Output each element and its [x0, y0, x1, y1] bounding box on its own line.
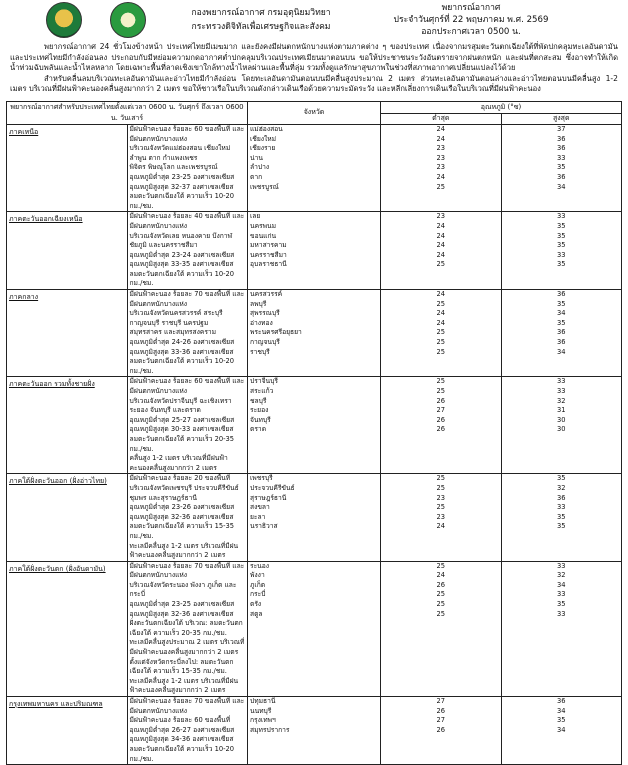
- min-temp-list-line: 24: [436, 241, 445, 250]
- province-list-line: ลำปาง: [250, 163, 270, 172]
- region-row: [7, 561, 622, 696]
- min-temp-list: [381, 377, 502, 474]
- min-temp-list-line: 24: [436, 172, 445, 181]
- max-temp-list-line: 35: [556, 522, 566, 531]
- max-temp-list-line: 34: [556, 706, 566, 715]
- region-description-line: พิจิตร พิษณุโลก และเพชรบูรณ์: [129, 163, 218, 172]
- region-name: ภาคใต้ฝั่งตะวันออก (ฝั่งอ่าวไทย): [7, 474, 128, 561]
- marine-paragraph: สำหรับคลื่นลมบริเวณทะเลอันดามันและอ่าวไทยมีกำลังอ่อน โดยทะเลอันดามันตอนบนมีคลื่นสูงประมาณ 2 เมตร ส่วนทะเลอันดามันตอนล่างและอ่าวไทยตอนบนมีคลื่นสูง 1-2 เมตร บริเวณที่มีฝนฟ้าคะนองคลื่นสูงมากกว่า 2 เมตร ขอให้ชาวเรือในบริเวณดังกล่าวเดินเรือด้วยความระมัดระวัง และหลีกเลี่ยงการเดินเรือในบริเวณที่มีฝนฟ้าคะนอง: [10, 73, 618, 94]
- max-temp-list-line: 35: [556, 716, 566, 725]
- region-description-line: ทะเลมีคลื่นสูงประมาณ 2 เมตร บริเวณที่มีฝนฟ้าคะนองคลื่นสูงมากกว่า 2 เมตร: [129, 638, 245, 657]
- region-description-line: อุณหภูมิสูงสุด 33-35 องศาเซลเซียส: [129, 260, 234, 269]
- min-temp-list-line: 25: [436, 338, 445, 347]
- province-list-line: สตูล: [250, 609, 263, 618]
- region-name: กรุงเทพมหานคร และปริมณฑล: [7, 697, 128, 765]
- max-temp-list-line: 32: [556, 483, 566, 492]
- province-list-line: เลย: [250, 212, 261, 221]
- province-list-line: ชลบุรี: [250, 396, 267, 405]
- max-temp-list: [501, 697, 622, 765]
- max-temp-list-line: 36: [556, 493, 566, 502]
- min-temp-list-line: 25: [436, 483, 445, 492]
- region-description-line: บริเวณจังหวัดเลย หนองคาย บึงกาฬ ชัยภูมิ และนครราชสีมา: [129, 231, 233, 250]
- tmd-logo-icon: [110, 2, 146, 38]
- province-list-line: ขอนแก่น: [250, 231, 277, 240]
- region-description-line: บริเวณจังหวัดระนอง พังงา ภูเก็ต และกระบี่: [129, 580, 237, 599]
- max-temp-list-line: 32: [556, 571, 566, 580]
- min-temp-list-line: 23: [436, 163, 445, 172]
- province-list-line: นราธิวาส: [250, 522, 278, 531]
- region-description-line: อุณหภูมิต่ำสุด 24-26 องศาเซลเซียส: [129, 338, 235, 347]
- region-description-line: ฝั่งตะวันตกเฉียงใต้ บริเวณ: ลมตะวันตกเฉียงใต้ ความเร็ว 20-35 กม./ชม.: [129, 619, 243, 637]
- min-temp-list-line: 25: [436, 609, 445, 618]
- province-list-line: สระแก้ว: [250, 387, 274, 395]
- min-temp-list-line: 25: [436, 387, 445, 395]
- min-temp-header: ต่ำสุด: [381, 113, 502, 124]
- province-list-line: นครราชสีมา: [250, 250, 287, 259]
- province-list-line: สุพรรณบุรี: [250, 309, 280, 318]
- max-temp-list-line: 35: [556, 299, 566, 308]
- region-description: [127, 697, 248, 765]
- min-temp-list-line: 26: [436, 580, 445, 589]
- issuer-line: กองพยากรณ์อากาศ กรมอุตุนิยมวิทยา: [191, 8, 331, 18]
- issue-time: ออกประกาศเวลา 0500 น.: [421, 27, 521, 37]
- province-list-line: สุราษฎร์ธานี: [250, 493, 287, 502]
- min-temp-list-line: 24: [436, 309, 445, 318]
- province-list: [248, 377, 381, 474]
- region-description-line: อุณหภูมิสูงสุด 33-36 องศาเซลเซียส: [129, 347, 234, 356]
- region-description-line: อุณหภูมิต่ำสุด 23-25 องศาเซลเซียส: [129, 172, 235, 181]
- document-header: [6, 0, 622, 42]
- min-temp-list-line: 25: [436, 474, 445, 483]
- region-description-line: บริเวณจังหวัดเพชรบุรี ประจวบคีรีขันธ์ ชุมพร และสุราษฎร์ธานี: [129, 483, 239, 502]
- region-description-line: สมุทรสาคร และสมุทรสงคราม: [129, 328, 217, 337]
- max-temp-list-line: 36: [556, 172, 566, 181]
- province-list: [248, 561, 381, 696]
- max-temp-list-line: 31: [556, 406, 566, 415]
- province-list-line: จันทบุรี: [250, 415, 271, 424]
- province-list-line: แม่ฮ่องสอน: [250, 124, 283, 133]
- region-description-line: บริเวณจังหวัดปราจีนบุรี ฉะเชิงเทรา ระยอง จันทบุรี และตราด: [129, 396, 232, 415]
- forecast-date: ประจำวันศุกร์ที่ 22 พฤษภาคม พ.ศ. 2569: [393, 15, 549, 25]
- min-temp-list-line: 25: [436, 561, 445, 570]
- min-temp-list: [381, 290, 502, 377]
- forecast-title: พยากรณ์อากาศ: [441, 3, 501, 13]
- max-temp-list: [501, 212, 622, 290]
- region-description-line: มีฝนฟ้าคะนอง ร้อยละ 40 ของพื้นที่ และมีฝนตกหนักบางแห่ง: [129, 212, 245, 230]
- min-temp-list-line: 27: [436, 716, 445, 725]
- region-row: [7, 377, 622, 474]
- province-list-line: ตราด: [250, 425, 267, 434]
- province-list-line: นครสวรรค์: [250, 290, 283, 299]
- min-temp-list-line: 24: [436, 290, 445, 299]
- region-description-line: อุณหภูมิสูงสุด 30-33 องศาเซลเซียส: [129, 425, 234, 434]
- region-description: [127, 290, 248, 377]
- province-list-line: มหาสารคาม: [250, 241, 287, 250]
- province-list: [248, 124, 381, 211]
- region-description-line: ตั้งแต่จังหวัดกระบี่ลงไป: ลมตะวันตกเฉียงใต้ ความเร็ว 15-35 กม./ชม.: [129, 657, 234, 676]
- max-temp-header: สูงสุด: [501, 113, 622, 124]
- summary-paragraph: พยากรณ์อากาศ 24 ชั่วโมงข้างหน้า ประเทศไทยมีเมฆมาก และยังคงมีฝนตกหนักบางแห่งตามภาคต่าง ๆ ของประเทศ เนื่องจากมรสุมตะวันตกเฉียงใต้ที่พัดปกคลุมทะเลอันดามันและประเทศไทยมีกำลังอ่อนลง ประกอบกับมีหย่อมความกดอากาศต่ำปกคลุมบริเวณประเทศเมียนมาตอนบน ขอให้ประชาชนระวังอันตรายจากฝนตกหนัก และฝนที่ตกสะสม ซึ่งอาจทำให้เกิดน้ำท่วมฉับพลันและน้ำไหลหลาก โดยเฉพาะพื้นที่ลาดเชิงเขาใกล้ทางน้ำไหลผ่านและพื้นที่ลุ่ม รวมทั้งดูแลรักษาสุขภาพในช่วงที่สภาพอากาศเปลี่ยนแปลงไว้ด้วย: [10, 42, 618, 73]
- region-name: ภาคเหนือ: [7, 124, 128, 211]
- province-list-line: น่าน: [250, 153, 263, 162]
- max-temp-list-line: 33: [556, 561, 566, 570]
- province-list-line: กรุงเทพฯ: [250, 716, 276, 725]
- max-temp-list-line: 36: [556, 144, 566, 153]
- region-description: [127, 124, 248, 211]
- max-temp-list-line: 30: [556, 415, 566, 424]
- province-list-line: กาญจนบุรี: [250, 338, 280, 347]
- province-list-line: ราชบุรี: [250, 347, 270, 356]
- province-list: [248, 474, 381, 561]
- max-temp-list-line: 33: [556, 250, 566, 259]
- province-list-line: ภูเก็ต: [250, 580, 266, 589]
- max-temp-list-line: 33: [556, 609, 566, 618]
- min-temp-list-line: 23: [436, 512, 445, 521]
- min-temp-list-line: 25: [436, 590, 445, 599]
- province-list-line: พระนครศรีอยุธยา: [250, 328, 302, 337]
- min-temp-list-line: 23: [436, 153, 445, 162]
- issue-info-block: [376, 2, 566, 38]
- max-temp-list-line: 35: [556, 163, 566, 172]
- max-temp-list-line: 35: [556, 474, 566, 483]
- province-list-line: อุบลราชธานี: [250, 260, 287, 269]
- region-description-line: ลมตะวันตกเฉียงใต้ ความเร็ว 10-20 กม./ชม.: [129, 744, 235, 763]
- region-description-line: ลมตะวันตกเฉียงใต้ ความเร็ว 15-35 กม./ชม.: [129, 522, 235, 540]
- min-temp-list-line: 26: [436, 706, 445, 715]
- max-temp-list-line: 36: [556, 338, 566, 347]
- region-description-line: คลื่นสูง 1-2 เมตร บริเวณที่มีฝนฟ้าคะนองคลื่นสูงมากกว่า 2 เมตร: [129, 454, 228, 472]
- province-list-line: สงขลา: [250, 503, 270, 512]
- region-description-line: ลมตะวันตกเฉียงใต้ ความเร็ว 10-20 กม./ชม.: [129, 357, 235, 375]
- max-temp-list: [501, 474, 622, 561]
- region-description-line: ลมตะวันตกเฉียงใต้ ความเร็ว 20-35 กม./ชม.: [129, 434, 235, 453]
- max-temp-list-line: 36: [556, 290, 566, 299]
- max-temp-list-line: 33: [556, 590, 566, 599]
- province-list: [248, 697, 381, 765]
- region-description-line: มีฝนฟ้าคะนอง ร้อยละ 60 ของพื้นที่ และมีฝนตกหนักบางแห่ง: [129, 124, 245, 143]
- min-temp-list: [381, 474, 502, 561]
- max-temp-list-line: 35: [556, 241, 566, 250]
- max-temp-list-line: 34: [556, 309, 566, 318]
- max-temp-list-line: 34: [556, 347, 566, 356]
- region-description-line: อุณหภูมิต่ำสุด 23-25 องศาเซลเซียส อุณหภูมิสูงสุด 32-36 องศาเซลเซียส: [129, 600, 235, 618]
- min-temp-list-line: 24: [436, 124, 445, 133]
- max-temp-list-line: 34: [556, 580, 566, 589]
- issuer-block: [176, 6, 346, 34]
- region-description-line: อุณหภูมิต่ำสุด 23-26 องศาเซลเซียส: [129, 503, 235, 512]
- min-temp-list-line: 25: [436, 182, 445, 191]
- max-temp-list-line: 32: [556, 396, 566, 405]
- province-list-line: เชียงราย: [250, 144, 276, 153]
- max-temp-list-line: 35: [556, 512, 566, 521]
- region-name: ภาคตะวันออก รวมทั้งชายฝั่ง: [7, 377, 128, 474]
- max-temp-list-line: 36: [556, 697, 566, 705]
- region-description-line: มีฝนฟ้าคะนอง ร้อยละ 60 ของพื้นที่: [129, 716, 231, 725]
- region-description: [127, 474, 248, 561]
- min-temp-list-line: 25: [436, 299, 445, 308]
- min-temp-list-line: 25: [436, 503, 445, 512]
- province-list-line: อ่างทอง: [250, 318, 273, 327]
- region-row: [7, 124, 622, 211]
- region-description-line: ลมตะวันตกเฉียงใต้ ความเร็ว 10-20 กม./ชม.: [129, 269, 235, 288]
- min-temp-list-line: 24: [436, 221, 445, 230]
- region-description-line: อุณหภูมิสูงสุด 32-37 องศาเซลเซียส: [129, 182, 234, 191]
- min-temp-list-line: 25: [436, 377, 445, 386]
- region-row: [7, 212, 622, 290]
- max-temp-list: [501, 377, 622, 474]
- max-temp-list-line: 33: [556, 377, 566, 386]
- region-description: [127, 212, 248, 290]
- region-description-line: มีฝนฟ้าคะนอง ร้อยละ 60 ของพื้นที่ และมีฝนตกหนักบางแห่ง: [129, 377, 245, 395]
- min-temp-list-line: 24: [436, 522, 445, 531]
- min-temp-list: [381, 697, 502, 765]
- min-temp-list-line: 23: [436, 144, 445, 153]
- forecast-summary: [6, 42, 622, 95]
- max-temp-list-line: 35: [556, 600, 566, 609]
- max-temp-list-line: 30: [556, 425, 566, 434]
- min-temp-list-line: 27: [436, 697, 445, 705]
- region-description-line: อุณหภูมิสูงสุด 34-36 องศาเซลเซียส: [129, 735, 234, 744]
- region-name: ภาคกลาง: [7, 290, 128, 377]
- table-title-header: พยากรณ์อากาศสำหรับประเทศไทยตั้งแต่เวลา 0600 น. วันศุกร์ ถึงเวลา 0600 น. วันเสาร์: [7, 101, 248, 124]
- min-temp-list-line: 24: [436, 318, 445, 327]
- region-row: [7, 474, 622, 561]
- ministry-line: กระทรวงดิจิทัลเพื่อเศรษฐกิจและสังคม: [191, 22, 331, 32]
- province-list-line: พังงา: [250, 571, 265, 580]
- region-description-line: บริเวณจังหวัดนครสวรรค์ สระบุรี กาญจนบุรี ราชบุรี นครปฐม: [129, 309, 223, 327]
- max-temp-list-line: 36: [556, 328, 566, 337]
- ministry-emblem-icon: [46, 2, 82, 38]
- region-description-line: มีฝนฟ้าคะนอง ร้อยละ 70 ของพื้นที่ และมีฝนตกหนักบางแห่ง: [129, 697, 245, 715]
- region-description-line: บริเวณจังหวัดแม่ฮ่องสอน เชียงใหม่ ลำพูน ตาก กำแพงเพชร: [129, 144, 231, 162]
- region-description-line: มีฝนฟ้าคะนอง ร้อยละ 70 ของพื้นที่ และมีฝนตกหนักบางแห่ง: [129, 290, 245, 308]
- region-description-line: ลมตะวันตกเฉียงใต้ ความเร็ว 10-20 กม./ชม.: [129, 192, 235, 210]
- province-list-line: เพชรบุรี: [250, 474, 273, 483]
- province-list-line: ตรัง: [250, 600, 262, 609]
- min-temp-list-line: 24: [436, 250, 445, 259]
- min-temp-list-line: 23: [436, 212, 445, 221]
- province-list-line: ระนอง: [250, 561, 270, 570]
- min-temp-list-line: 26: [436, 415, 445, 424]
- region-description-line: อุณหภูมิต่ำสุด 25-27 องศาเซลเซียส: [129, 415, 235, 424]
- max-temp-list: [501, 290, 622, 377]
- min-temp-list-line: 24: [436, 134, 445, 143]
- max-temp-list-line: 34: [556, 725, 566, 734]
- province-list-line: ระยอง: [250, 406, 269, 415]
- min-temp-list: [381, 561, 502, 696]
- region-description-line: มีฝนฟ้าคะนอง ร้อยละ 70 ของพื้นที่ และมีฝนตกหนักบางแห่ง: [129, 561, 245, 580]
- max-temp-list-line: 35: [556, 260, 566, 269]
- min-temp-list-line: 24: [436, 571, 445, 580]
- province-header: จังหวัด: [248, 101, 381, 124]
- province-list-line: เชียงใหม่: [250, 134, 277, 143]
- regional-forecast-table: [6, 101, 622, 765]
- min-temp-list-line: 26: [436, 725, 445, 734]
- region-description-line: มีฝนฟ้าคะนอง ร้อยละ 20 ของพื้นที่: [129, 474, 231, 483]
- max-temp-list-line: 34: [556, 182, 566, 191]
- region-description: [127, 377, 248, 474]
- region-description: [127, 561, 248, 696]
- region-description-line: ทะเลมีคลื่นสูง 1-2 เมตร บริเวณที่มีฝนฟ้าคะนองคลื่นสูงมากกว่า 2 เมตร: [129, 676, 239, 695]
- province-list-line: นนทบุรี: [250, 706, 272, 715]
- region-name: ภาคใต้ฝั่งตะวันตก (ฝั่งอันดามัน): [7, 561, 128, 696]
- max-temp-list: [501, 561, 622, 696]
- region-description-line: อุณหภูมิต่ำสุด 23-24 องศาเซลเซียส: [129, 250, 235, 259]
- province-list-line: ปราจีนบุรี: [250, 377, 278, 386]
- province-list: [248, 290, 381, 377]
- min-temp-list-line: 27: [436, 406, 445, 415]
- temperature-header: อุณหภูมิ (°ซ): [381, 101, 622, 113]
- province-list-line: กระบี่: [250, 590, 266, 599]
- min-temp-list-line: 23: [436, 493, 445, 502]
- region-row: [7, 697, 622, 765]
- province-list-line: ยะลา: [250, 512, 266, 521]
- min-temp-list-line: 25: [436, 347, 445, 356]
- forecast-document: [6, 0, 622, 763]
- min-temp-list: [381, 124, 502, 211]
- max-temp-list-line: 35: [556, 231, 566, 240]
- province-list-line: สมุทรปราการ: [250, 725, 290, 734]
- province-list-line: ปทุมธานี: [250, 697, 276, 705]
- region-name: ภาคตะวันออกเฉียงเหนือ: [7, 212, 128, 290]
- max-temp-list-line: 37: [556, 124, 566, 133]
- min-temp-list-line: 25: [436, 600, 445, 609]
- min-temp-list-line: 25: [436, 260, 445, 269]
- region-row: [7, 290, 622, 377]
- max-temp-list-line: 33: [556, 212, 566, 221]
- min-temp-list-line: 26: [436, 425, 445, 434]
- province-list-line: เพชรบูรณ์: [250, 182, 279, 191]
- max-temp-list-line: 36: [556, 134, 566, 143]
- province-list-line: ประจวบคีรีขันธ์: [250, 483, 295, 492]
- max-temp-list-line: 33: [556, 503, 566, 512]
- region-description-line: อุณหภูมิสูงสุด 32-36 องศาเซลเซียส: [129, 512, 234, 521]
- min-temp-list-line: 24: [436, 231, 445, 240]
- region-description-line: ทะเลมีคลื่นสูง 1-2 เมตร บริเวณที่มีฝนฟ้าคะนองคลื่นสูงมากกว่า 2 เมตร: [129, 541, 239, 560]
- max-temp-list-line: 35: [556, 318, 566, 327]
- max-temp-list-line: 33: [556, 153, 566, 162]
- min-temp-list-line: 25: [436, 328, 445, 337]
- max-temp-list-line: 35: [556, 221, 566, 230]
- max-temp-list: [501, 124, 622, 211]
- province-list-line: ตาก: [250, 172, 263, 181]
- max-temp-list-line: 33: [556, 387, 566, 395]
- province-list-line: ลพบุรี: [250, 299, 267, 308]
- region-description-line: อุณหภูมิต่ำสุด 26-27 องศาเซลเซียส: [129, 725, 235, 734]
- province-list-line: นครพนม: [250, 221, 277, 230]
- min-temp-list: [381, 212, 502, 290]
- province-list: [248, 212, 381, 290]
- min-temp-list-line: 26: [436, 396, 445, 405]
